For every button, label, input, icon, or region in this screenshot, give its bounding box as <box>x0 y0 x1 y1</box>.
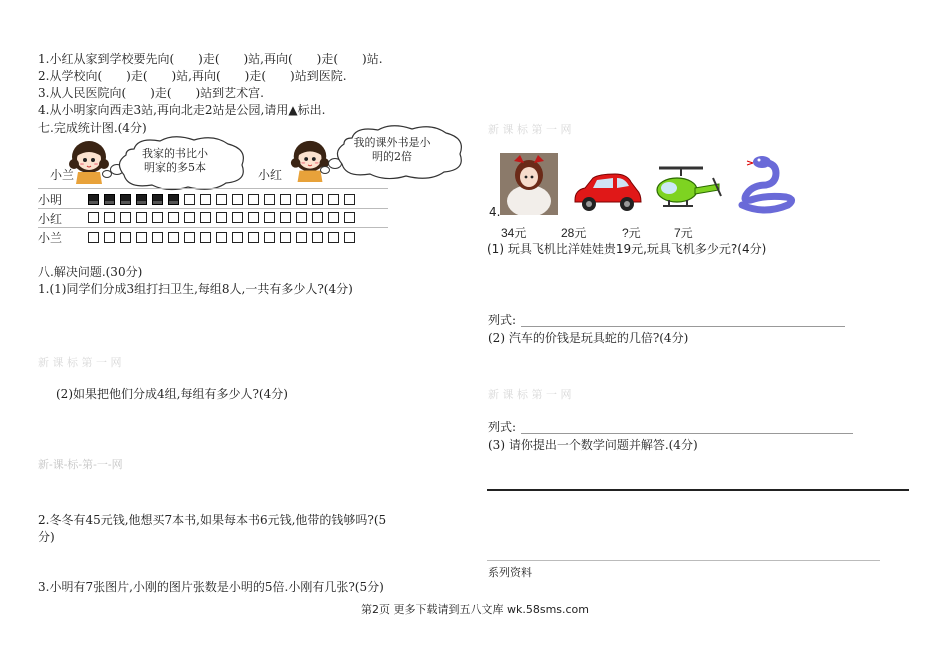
empty-box <box>184 212 195 223</box>
empty-box <box>120 212 131 223</box>
empty-box <box>296 212 307 223</box>
right-problem-3: (3) 请你提出一个数学问题并解答.(4分) <box>488 438 698 452</box>
empty-box <box>248 232 259 243</box>
empty-box <box>328 194 339 205</box>
watermark-text-top: 新 课 标 第 一 网 <box>488 123 572 136</box>
empty-box <box>264 232 275 243</box>
empty-box <box>312 212 323 223</box>
series-label: 系列资料 <box>488 566 532 579</box>
right-problem-2: (2) 汽车的价钱是玩具蛇的几倍?(4分) <box>488 331 689 345</box>
empty-box <box>216 232 227 243</box>
bubble-text-xiaohong: 我的课外书是小明的2倍 <box>353 136 431 163</box>
filled-box <box>104 194 115 205</box>
problem-1-part-1: 1.(1)同学们分成3组打扫卫生,每组8人,一共有多少人?(4分) <box>38 282 353 296</box>
helicopter-picture <box>651 162 723 214</box>
empty-box <box>280 212 291 223</box>
page-footer: 第2页 更多下载请到五八文库 wk.58sms.com <box>360 603 590 616</box>
answer-line-2 <box>521 433 853 434</box>
empty-box <box>120 232 131 243</box>
doll-picture <box>500 153 558 215</box>
empty-box <box>216 194 227 205</box>
map-question-4: 4.从小明家向西走3站,再向北走2站是公园,请用▲标出. <box>38 103 326 117</box>
chart-rule <box>38 208 388 209</box>
chart-top-rule <box>38 188 388 189</box>
empty-box <box>296 232 307 243</box>
watermark-text-mid: 新 课 标 第 一 网 <box>488 388 572 401</box>
map-question-1: 1.小红从家到学校要先向( )走( )站,再向( )走( )站. <box>38 52 383 66</box>
empty-box <box>136 232 147 243</box>
filled-box <box>168 194 179 205</box>
empty-box <box>152 232 163 243</box>
row-label-xiaoming: 小明 <box>38 193 63 207</box>
snake-picture <box>732 155 798 215</box>
empty-box <box>88 232 99 243</box>
formula-label-2: 列式: <box>488 420 517 434</box>
empty-box <box>296 194 307 205</box>
answer-rule-thin <box>487 560 880 561</box>
empty-box <box>232 212 243 223</box>
empty-box <box>264 212 275 223</box>
empty-box <box>248 194 259 205</box>
car-picture <box>571 170 643 214</box>
answer-rule-thick <box>487 489 909 491</box>
name-xiaohong: 小红 <box>258 168 283 182</box>
box-row-xiaohong <box>88 212 355 223</box>
box-row-xiaolan <box>88 232 355 243</box>
filled-box <box>88 194 99 205</box>
bubble-tail-dot <box>320 166 330 174</box>
map-question-2: 2.从学校向( )走( )站,再向( )走( )站到医院. <box>38 69 347 83</box>
empty-box <box>88 212 99 223</box>
section-8-heading: 八.解决问题.(30分) <box>38 265 143 279</box>
empty-box <box>344 232 355 243</box>
empty-box <box>152 212 163 223</box>
girl-xiaohong-illustration <box>288 138 332 182</box>
empty-box <box>280 232 291 243</box>
empty-box <box>280 194 291 205</box>
empty-box <box>264 194 275 205</box>
filled-box <box>120 194 131 205</box>
empty-box <box>232 232 243 243</box>
empty-box <box>312 232 323 243</box>
price-helicopter: ?元 <box>622 226 641 240</box>
name-xiaolan: 小兰 <box>50 168 75 182</box>
watermark-text-2: 新-课-标-第-一-网 <box>38 458 123 471</box>
empty-box <box>184 232 195 243</box>
empty-box <box>232 194 243 205</box>
empty-box <box>200 212 211 223</box>
empty-box <box>168 212 179 223</box>
empty-box <box>328 232 339 243</box>
box-row-xiaoming <box>88 194 355 205</box>
empty-box <box>200 194 211 205</box>
price-car: 28元 <box>561 226 587 240</box>
row-label-xiaolan: 小兰 <box>38 231 63 245</box>
empty-box <box>136 212 147 223</box>
row-label-xiaohong: 小红 <box>38 212 63 226</box>
section-7-heading: 七.完成统计图.(4分) <box>38 121 147 135</box>
formula-label-1: 列式: <box>488 313 517 327</box>
watermark-text-1: 新 课 标 第 一 网 <box>38 356 122 369</box>
problem-3: 3.小明有7张图片,小刚的图片张数是小明的5倍.小刚有几张?(5分) <box>38 580 384 594</box>
empty-box <box>200 232 211 243</box>
filled-box <box>136 194 147 205</box>
bubble-text-xiaolan: 我家的书比小明家的多5本 <box>142 147 208 174</box>
empty-box <box>248 212 259 223</box>
right-problem-1: (1) 玩具飞机比洋娃娃贵19元,玩具飞机多少元?(4分) <box>487 242 767 256</box>
empty-box <box>328 212 339 223</box>
empty-box <box>104 232 115 243</box>
problem-2-line-2: 分) <box>38 530 55 544</box>
price-snake: 7元 <box>674 226 693 240</box>
map-question-3: 3.从人民医院向( )走( )站到艺术宫. <box>38 86 264 100</box>
filled-box <box>152 194 163 205</box>
problem-1-part-2: (2)如果把他们分成4组,每组有多少人?(4分) <box>56 387 288 401</box>
empty-box <box>104 212 115 223</box>
empty-box <box>344 212 355 223</box>
price-doll: 34元 <box>501 226 527 240</box>
question-4-label: 4. <box>489 205 501 219</box>
problem-2-line-1: 2.冬冬有45元钱,他想买7本书,如果每本书6元钱,他带的钱够吗?(5 <box>38 513 387 527</box>
empty-box <box>168 232 179 243</box>
empty-box <box>216 212 227 223</box>
empty-box <box>184 194 195 205</box>
answer-line-1 <box>521 326 845 327</box>
empty-box <box>312 194 323 205</box>
empty-box <box>344 194 355 205</box>
chart-rule <box>38 227 388 228</box>
